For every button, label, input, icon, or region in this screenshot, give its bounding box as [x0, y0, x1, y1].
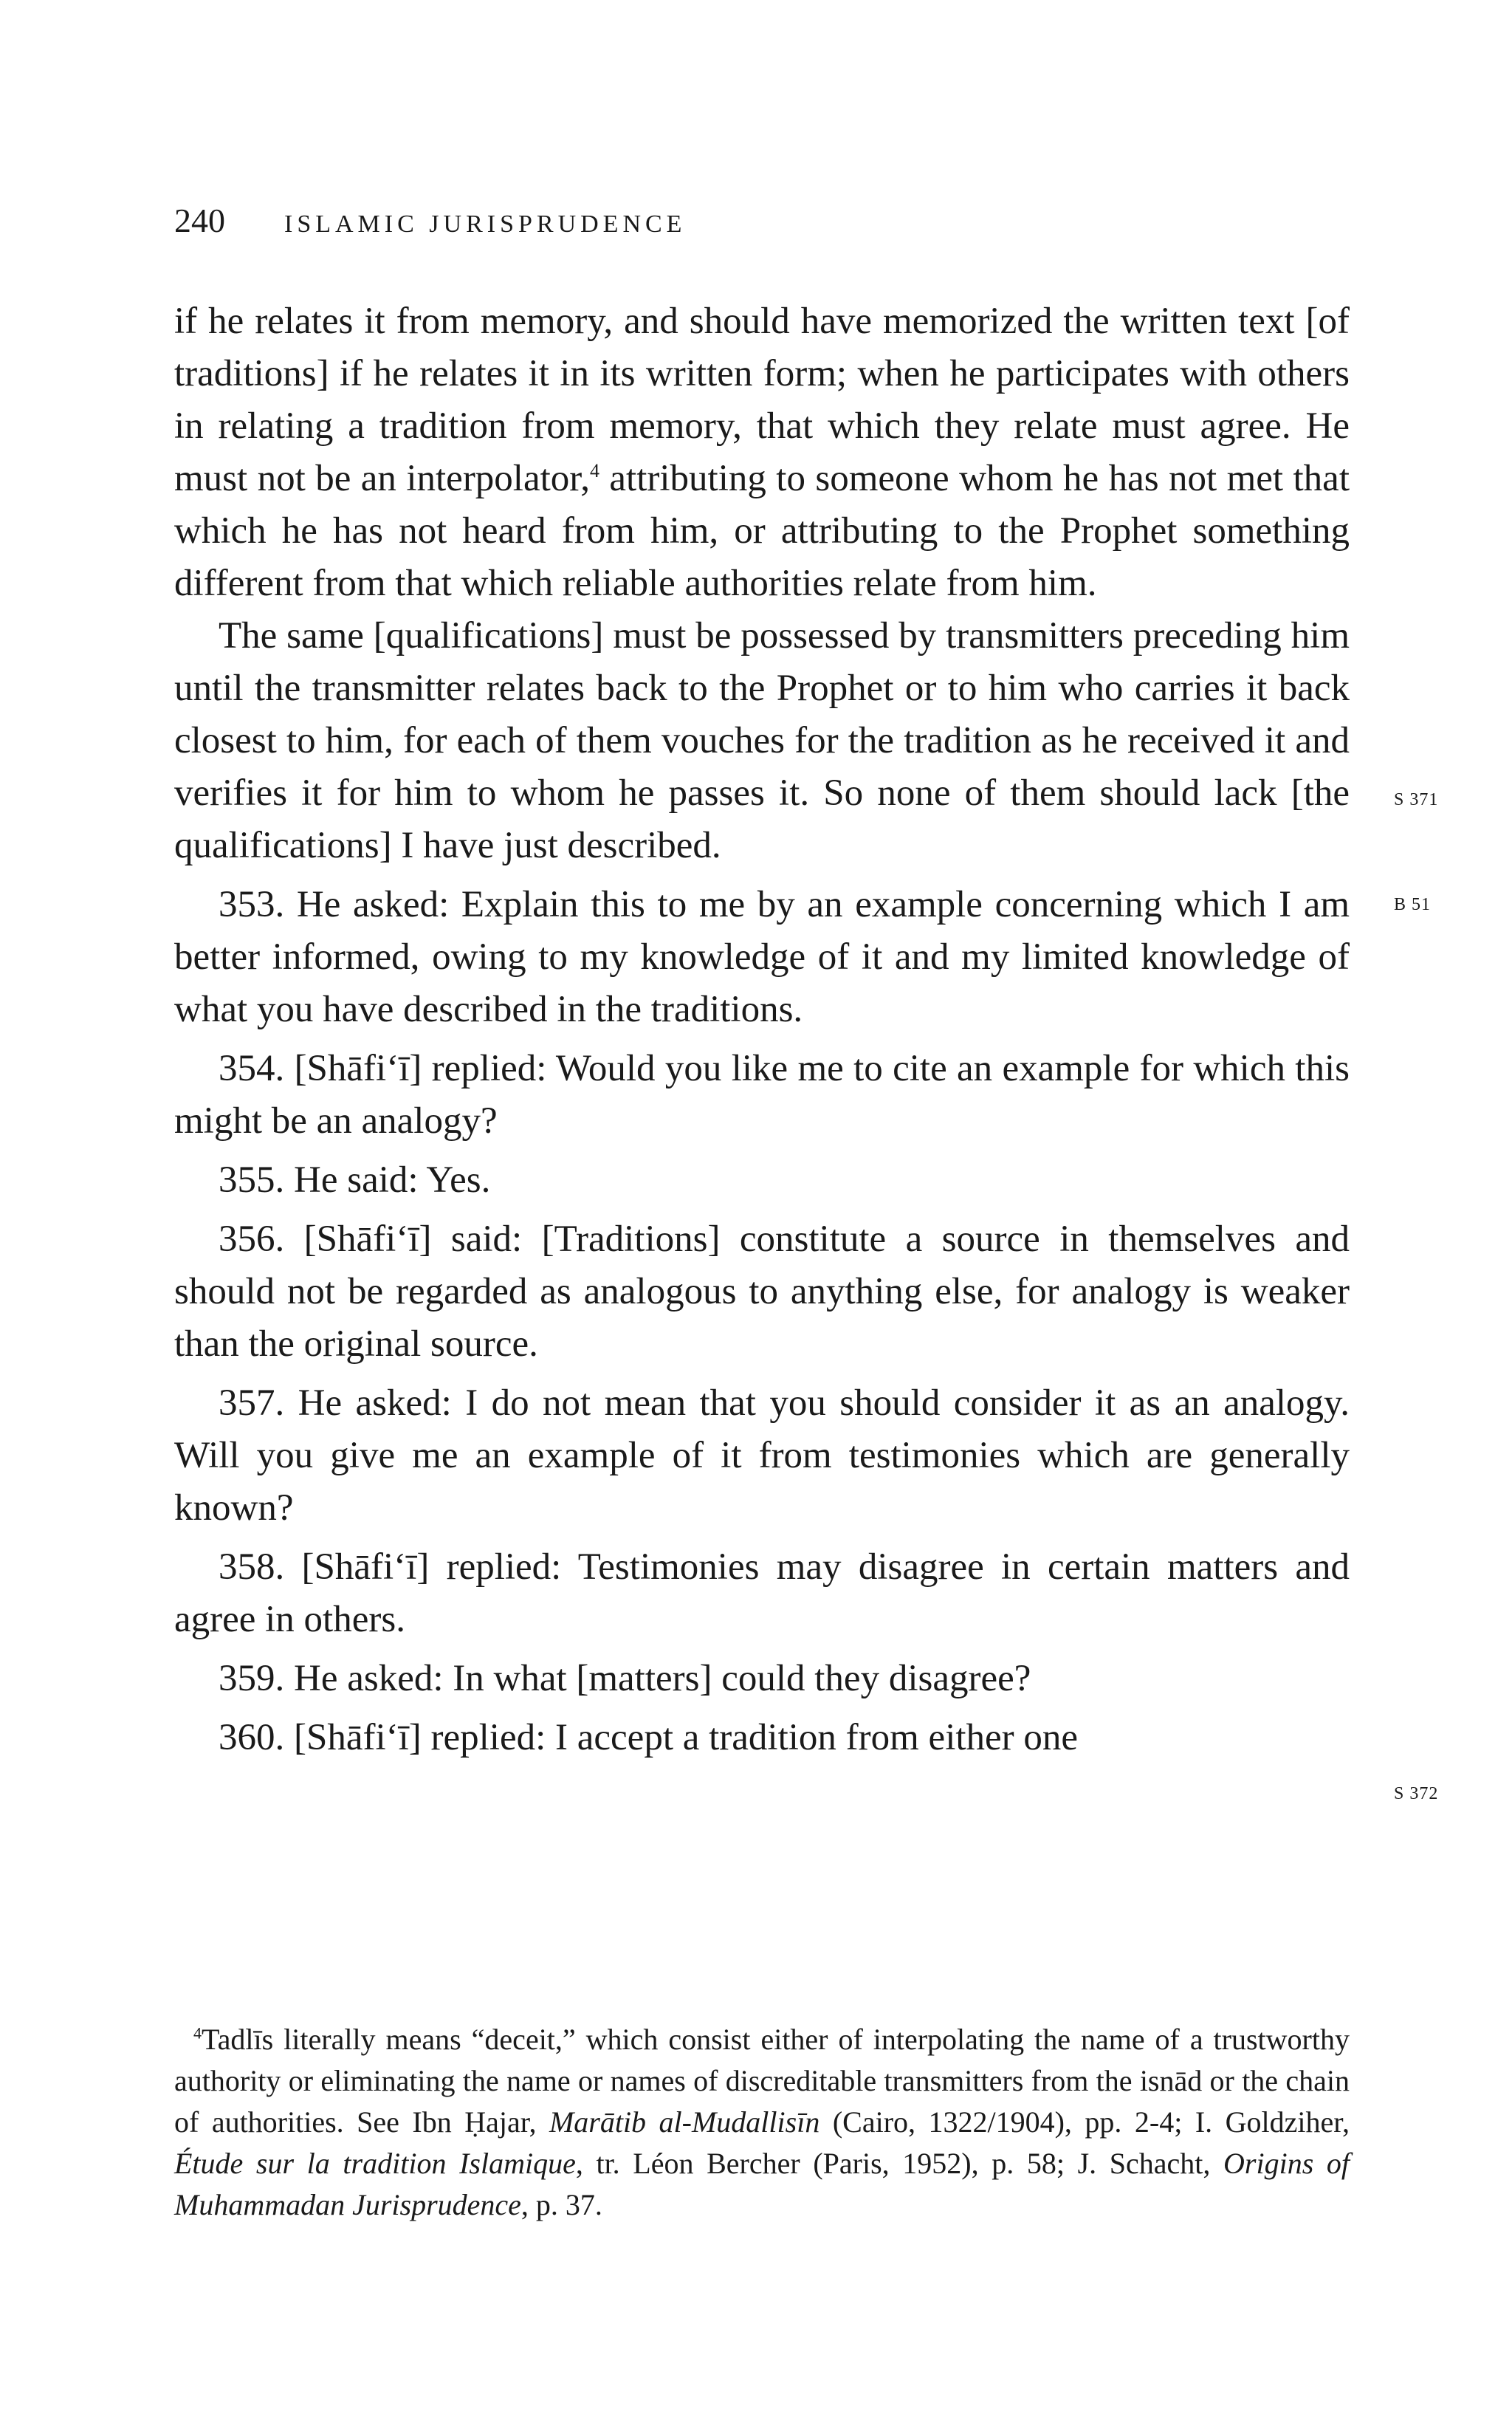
- main-text: [174, 295, 1350, 1764]
- paragraph-357: 357. He asked: I do not mean that you should consider it as an analogy. Will you give me an example of it from testimonies which are generally known?: [174, 1382, 1350, 1529]
- page-header: [174, 201, 686, 240]
- paragraph-continuation: [174, 295, 1350, 610]
- footnote-mark: 4: [193, 2023, 202, 2043]
- footnote-title: Marātib al-Mudallisīn: [549, 2105, 820, 2139]
- paragraph-transmitters: The same [qualifications] must be possessed by transmitters preceding him until the transmitter relates back to the Prophet or to him who carries it back closest to him, for each of them vouches for the tradition as he received it and verifies it for him to whom he passes it. So none of them should lack [the qualifications] I have just described.: [174, 615, 1350, 866]
- running-head: ISLAMIC JURISPRUDENCE: [284, 210, 687, 238]
- footnote-text: Tadlīs literally means “deceit,” which consist either of interpolating the name of a trustworthy authority or eliminating the name or names of discreditable transmitters from the isnād or the chain of authorities. See Ibn Ḥajar,: [174, 2023, 1350, 2139]
- paragraph-356: 356. [Shāfi‘ī] said: [Traditions] constitute a source in themselves and should not be regarded as analogous to anything else, for analogy is weaker than the original source.: [174, 1218, 1350, 1365]
- paragraph-text: attributing to someone whom he has not met that which he has not heard from him, or attributing to the Prophet something different from that which reliable authorities relate from him.: [174, 458, 1350, 604]
- footnote-reference: 4: [589, 460, 599, 481]
- page-number: 240: [174, 202, 225, 239]
- paragraph-353: 353. He asked: Explain this to me by an example concerning which I am better informed, owing to my knowledge of it and my limited knowledge of what you have described in the traditions.: [174, 884, 1350, 1030]
- paragraph-358: 358. [Shāfi‘ī] replied: Testimonies may disagree in certain matters and agree in others.: [174, 1546, 1350, 1640]
- footnote-text: (Cairo, 1322/1904), pp. 2-4; I. Goldziher,: [819, 2105, 1350, 2139]
- margin-reference-s372: S 372: [1394, 1784, 1439, 1803]
- paragraph-355: 355. He said: Yes.: [219, 1159, 491, 1201]
- footnote-title: Origins of Muhammadan Jurisprudence: [174, 2147, 1350, 2221]
- paragraph-text: if he relates it from memory, and should have memorized the written text [of traditions] if he relates it in its written form; when he participates with others in relating a tradition from memory, that which they relate must agree. He must not be an interpolator,: [174, 301, 1350, 499]
- footnote-text: , p. 37.: [520, 2188, 602, 2221]
- footnote-4: [174, 2019, 1350, 2226]
- margin-reference-b51: B 51: [1394, 895, 1432, 914]
- paragraph-354: 354. [Shāfi‘ī] replied: Would you like me to cite an example for which this might be an analogy?: [174, 1048, 1350, 1142]
- paragraph-360: 360. [Shāfi‘ī] replied: I accept a tradition from either one: [219, 1717, 1079, 1758]
- margin-reference-s371: S 371: [1394, 790, 1439, 809]
- footnote-title: Étude sur la tradition Islamique: [174, 2147, 576, 2180]
- footnotes: [174, 2019, 1350, 2226]
- footnote-text: , tr. Léon Bercher (Paris, 1952), p. 58; J. Schacht,: [575, 2147, 1224, 2180]
- paragraph-359: 359. He asked: In what [matters] could they disagree?: [219, 1658, 1031, 1699]
